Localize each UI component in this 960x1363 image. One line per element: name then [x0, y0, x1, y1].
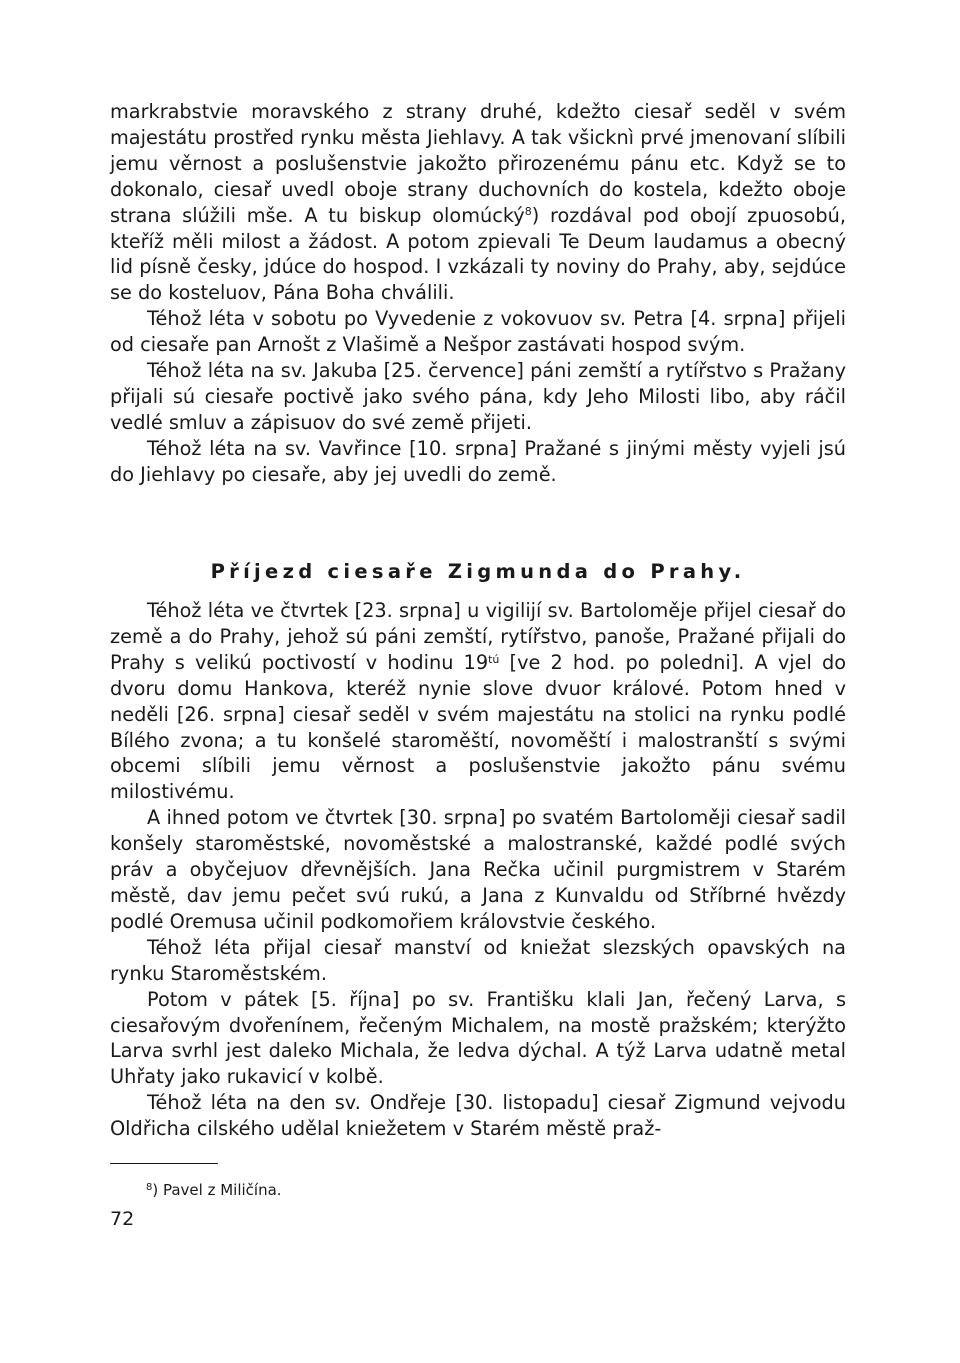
footnote-reference: 8 — [524, 204, 532, 218]
paragraph-7: Téhož léta přijal ciesař manství od kniežat slezských opavských na rynku Staroměstském. — [110, 935, 846, 985]
paragraph-1-text-cont: ) rozdával pod obojí zpuosobú, kteříž měli milost a žádost. A potom zpievali Te Deum laudamus a obecný lid písně česky, jdúce do hospod. I vzkázali ty noviny do Prahy, aby, sejdúce se do kosteluov, Pána Boha chválili. — [110, 203, 846, 305]
page-number: 72 — [110, 1208, 135, 1230]
paragraph-5-text: Téhož léta ve čtvrtek [23. srpna] u vigilijí sv. Bartoloměje přijel ciesař do země a do Prahy, jehož sú páni zemští, rytířstvo, panoše, Pražané přijali do Prahy s velikú poctivostí v hodinu 19 — [110, 599, 846, 674]
paragraph-8: Potom v pátek [5. října] po sv. Františku klali Jan, řečený Larva, s ciesařovým dvořenínem, řečeným Michalem, na mostě pražském; kterýžto Larva svrhl jest daleko Michala, že ledva dýchal. A týž Larva udatně metal Uhřaty jako rukavicí v kolbě. — [110, 987, 846, 1089]
section-heading: Příjezd ciesaře Zigmunda do Prahy. — [210, 560, 746, 583]
paragraph-9: Téhož léta na den sv. Ondřeje [30. listopadu] ciesař Zigmund vejvodu Oldřicha cilského udělal kniežetem v Starém městě praž- — [110, 1091, 846, 1141]
footnote-text: ) Pavel z Miličína. — [152, 1181, 282, 1199]
ordinal-suffix: tú — [488, 652, 500, 666]
footnote-marker: 8 — [146, 1182, 153, 1193]
paragraph-5-text-cont: [ve 2 hod. po poledni]. A vjel do dvoru domu Hankova, kteréž nynie slove dvuor králové. Potom hned v neděli [26. srpna] ciesař seděl v svém majestátu na stolici na rynku podlé Bílého zvona; a tu konšelé staroměští, novoměští i malostranští s svými obcemi slíbili jemu věrnost a poslušenstvie jakožto pánu svému milostivému. — [110, 650, 847, 804]
paragraph-3: Téhož léta na sv. Jakuba [25. července] páni zemští a rytířstvo s Pražany přijali sú ciesaře poctivě jako svého pána, kdy Jeho Milosti libo, aby ráčil vedlé smluv a zápisuov do své země přijeti. — [110, 359, 846, 434]
text-block-bottom — [110, 598, 846, 1142]
paragraph-4: Téhož léta na sv. Vavřince [10. srpna] Pražané s jinými městy vyjeli jsú do Jiehlavy po ciesaře, aby jej uvedli do země. — [110, 436, 846, 486]
footnote — [146, 1178, 282, 1200]
paragraph-6: A ihned potom ve čtvrtek [30. srpna] po svatém Bartoloměji ciesař sadil konšely staroměstské, novoměstské a malostranské, každé podlé svých práv a obyčejuov dřevnějších. Jana Rečka učinil purgmistrem v Starém městě, dav jemu pečet svú rukú, a Jana z Kunvaldu od Stříbrné hvězdy podlé Oremusa učinil podkomořiem královstvie českého. — [110, 806, 846, 933]
paragraph-2: Téhož léta v sobotu po Vyvedenie z vokovuov sv. Petra [4. srpna] přijeli od ciesaře pan Arnošt z Vlašimě a Nešpor zastávati hospod svým. — [110, 307, 846, 357]
paragraph-1-text: markrabstvie moravského z strany druhé, kdežto ciesař seděl v svém majestátu prostřed rynku města Jiehlavy. A tak všicknì prvé jmenovaní slíbili jemu věrnost a poslušenstvie jakožto přirozenému pánu etc. Když se to dokonalo, ciesař uvedl oboje strany duchovních do kostela, kdežto oboje strana slúžili mše. A tu biskup olomúcký — [110, 100, 846, 227]
text-block-top — [110, 99, 846, 488]
paragraph-1 — [110, 99, 846, 306]
footnote-divider — [110, 1163, 218, 1164]
paragraph-5 — [110, 598, 846, 805]
